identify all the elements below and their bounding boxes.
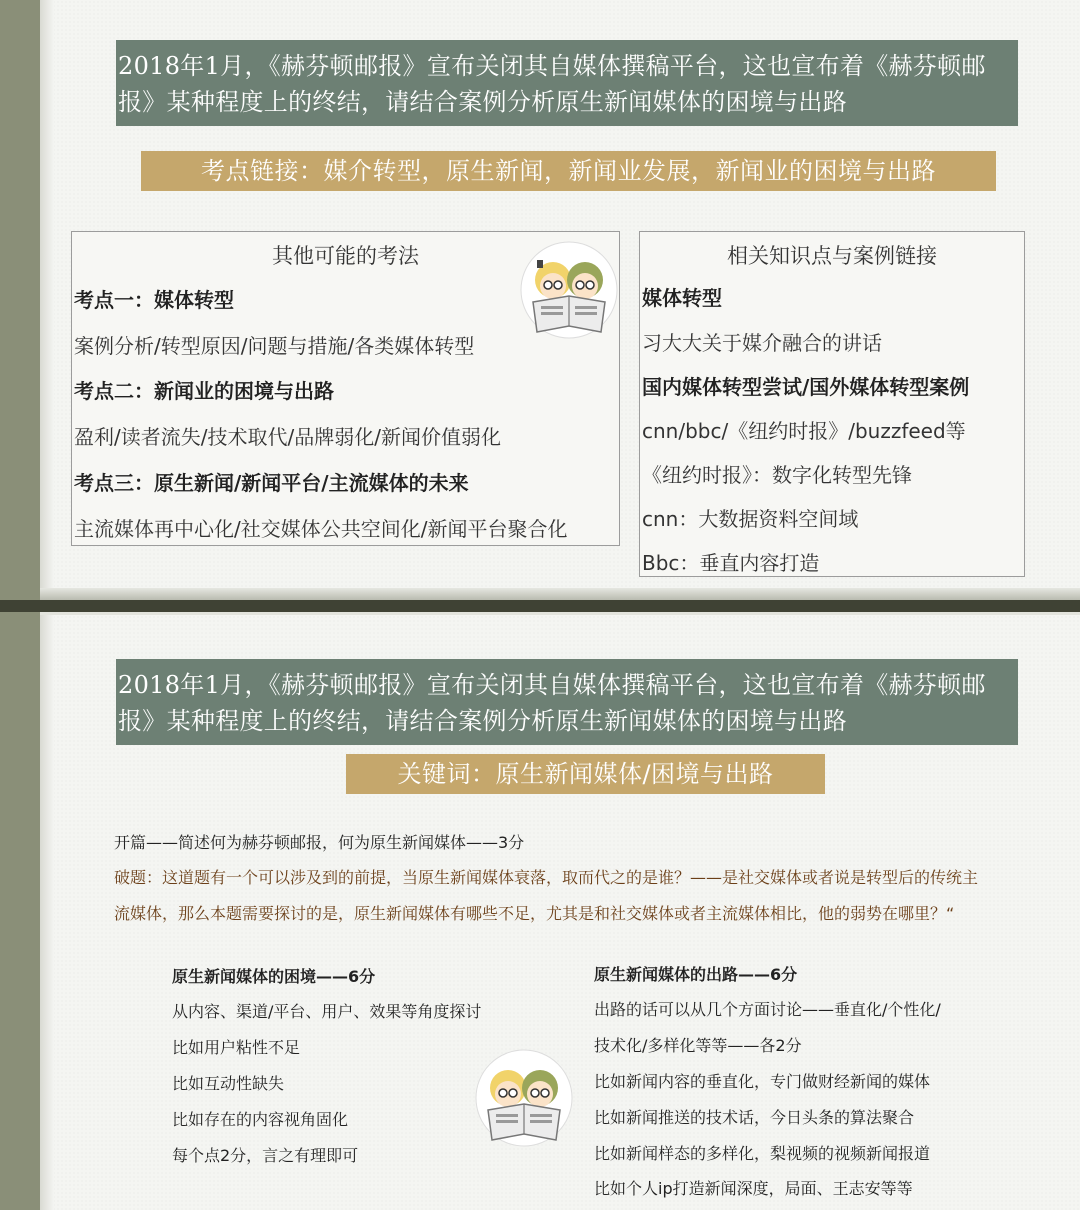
breaking-line-2: 流媒体，那么本题需要探讨的是，原生新闻媒体有哪些不足，尤其是和社交媒体或者主流媒体相比，他的弱势在哪里？“ — [114, 904, 955, 923]
dilemma-item: 每个点2分，言之有理即可 — [172, 1146, 359, 1165]
page-spine — [40, 0, 54, 600]
opening-line: 开篇——简述何为赫芬顿邮报，何为原生新闻媒体——3分 — [114, 833, 525, 852]
exam-point-3-detail: 主流媒体再中心化/社交媒体公共空间化/新闻平台聚合化 — [74, 517, 568, 541]
link-banner: 考点链接：媒介转型，原生新闻，新闻业发展，新闻业的困境与出路 — [141, 151, 996, 191]
way-out-item: 比如新闻样态的多样化，梨视频的视频新闻报道 — [594, 1144, 931, 1163]
way-out-title: 原生新闻媒体的出路——6分 — [594, 965, 798, 984]
slide-divider — [0, 600, 1080, 612]
dilemma-item: 从内容、渠道/平台、用户、效果等角度探讨 — [172, 1002, 482, 1021]
way-out-item: 技术化/多样化等等——各2分 — [594, 1036, 802, 1055]
slide-1 — [40, 0, 1080, 600]
question-line-2: 报》某种程度上的终结，请结合案例分析原生新闻媒体的困境与出路 — [118, 707, 847, 735]
way-out-item: 比如新闻内容的垂直化，专门做财经新闻的媒体 — [594, 1072, 931, 1091]
knowledge-item: cnn/bbc/《纽约时报》/buzzfeed等 — [642, 419, 966, 443]
related-knowledge-box — [639, 231, 1025, 577]
question-line-2: 报》某种程度上的终结，请结合案例分析原生新闻媒体的困境与出路 — [118, 88, 847, 116]
exam-point-2: 考点二：新闻业的困境与出路 — [74, 379, 334, 403]
exam-point-1-detail: 案例分析/转型原因/问题与措施/各类媒体转型 — [74, 334, 475, 358]
dilemma-item: 比如存在的内容视角固化 — [172, 1110, 349, 1129]
knowledge-heading-1: 媒体转型 — [642, 286, 722, 310]
knowledge-item: cnn：大数据资料空间域 — [642, 507, 859, 531]
dilemma-title: 原生新闻媒体的困境——6分 — [172, 967, 376, 986]
page-spine — [40, 615, 54, 1210]
way-out-item: 出路的话可以从几个方面讨论——垂直化/个性化/ — [594, 1000, 941, 1019]
question-line-1: 2018年1月，《赫芬顿邮报》宣布关闭其自媒体撰稿平台，这也宣布着《赫芬顿邮 — [118, 671, 986, 699]
box-title: 其他可能的考法 — [272, 244, 419, 268]
exam-point-3: 考点三：原生新闻/新闻平台/主流媒体的未来 — [74, 471, 469, 495]
breaking-line-1: 破题：这道题有一个可以涉及到的前提，当原生新闻媒体衰落，取而代之的是谁？——是社交媒体或者说是转型后的传统主 — [114, 868, 979, 887]
knowledge-item: 习大大关于媒介融合的讲话 — [642, 331, 882, 355]
way-out-item: 比如个人ip打造新闻深度，局面、王志安等等 — [594, 1179, 913, 1198]
knowledge-item: Bbc：垂直内容打造 — [642, 551, 820, 575]
question-banner — [116, 40, 1018, 126]
keyword-banner: 关键词：原生新闻媒体/困境与出路 — [346, 754, 825, 794]
box-title: 相关知识点与案例链接 — [727, 244, 937, 268]
cartoon-readers-icon — [474, 1048, 574, 1148]
cartoon-readers-icon — [519, 240, 619, 340]
page-bottom-edge — [40, 588, 1080, 600]
knowledge-heading-2: 国内媒体转型尝试/国外媒体转型案例 — [642, 375, 970, 399]
question-banner — [116, 659, 1018, 745]
way-out-item: 比如新闻推送的技术话，今日头条的算法聚合 — [594, 1108, 915, 1127]
knowledge-item: 《纽约时报》：数字化转型先锋 — [642, 463, 912, 487]
question-line-1: 2018年1月，《赫芬顿邮报》宣布关闭其自媒体撰稿平台，这也宣布着《赫芬顿邮 — [118, 52, 986, 80]
dilemma-item: 比如用户粘性不足 — [172, 1038, 301, 1057]
other-exam-methods-box — [71, 231, 620, 546]
exam-point-2-detail: 盈利/读者流失/技术取代/品牌弱化/新闻价值弱化 — [74, 425, 501, 449]
dilemma-item: 比如互动性缺失 — [172, 1074, 285, 1093]
slide-2 — [40, 612, 1080, 1210]
exam-point-1: 考点一：媒体转型 — [74, 288, 234, 312]
